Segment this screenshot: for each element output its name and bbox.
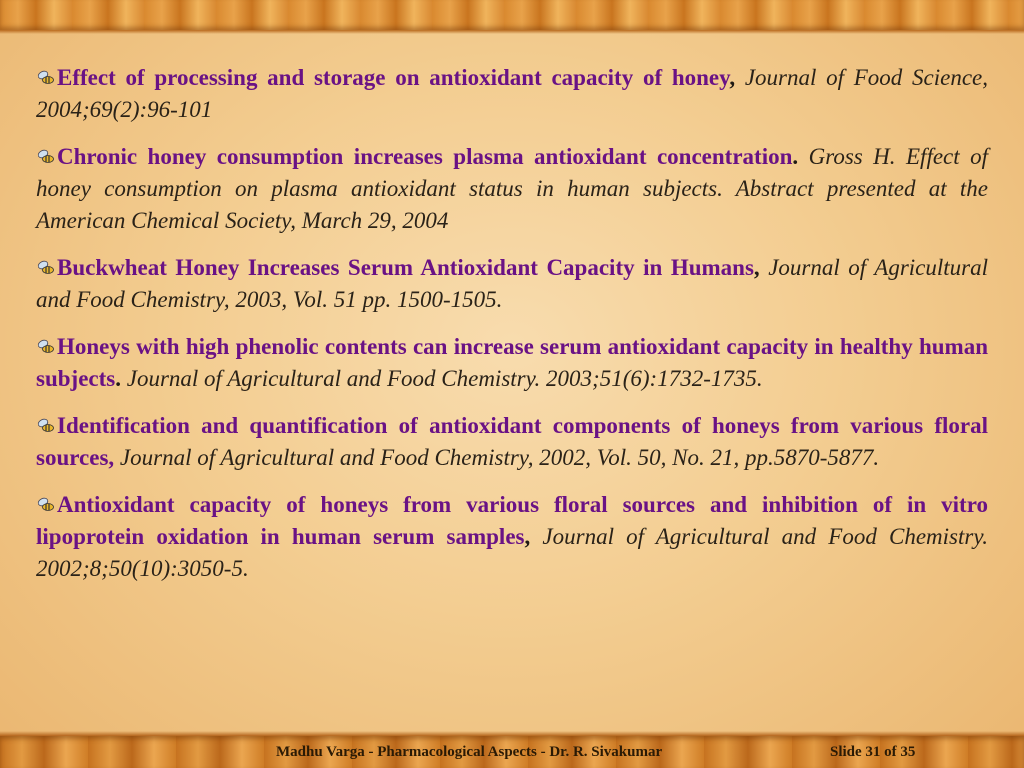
bee-bullet-icon bbox=[36, 63, 56, 79]
bee-bullet-icon bbox=[36, 332, 56, 348]
reference-punctuation: . bbox=[792, 144, 799, 169]
bee-bullet-icon bbox=[36, 253, 56, 269]
reference-title: Identification and quantification of antioxidant components of honeys from various floral sources, bbox=[36, 413, 988, 470]
reference-source: Journal of Agricultural and Food Chemistry, 2003, Vol. 51 pp. 1500-1505. bbox=[36, 255, 988, 312]
top-decorative-strip bbox=[0, 0, 1024, 30]
bee-bullet-icon bbox=[36, 142, 56, 158]
reference-source: Journal of Agricultural and Food Chemistry, 2002, Vol. 50, No. 21, pp.5870-5877. bbox=[119, 445, 880, 470]
footer-presentation-title: Madhu Varga - Pharmacological Aspects - Dr. R. Sivakumar bbox=[276, 744, 663, 760]
reference-title: Buckwheat Honey Increases Serum Antioxidant Capacity in Humans bbox=[57, 255, 754, 280]
reference-punctuation: , bbox=[524, 524, 531, 549]
reference-title: Chronic honey consumption increases plasma antioxidant concentration bbox=[57, 144, 793, 169]
footer-slide-number: Slide 31 of 35 bbox=[830, 744, 916, 760]
reference-source: Journal of Agricultural and Food Chemistry. 2003;51(6):1732-1735. bbox=[126, 366, 763, 391]
reference-punctuation: . bbox=[115, 366, 121, 391]
reference-item bbox=[36, 331, 988, 395]
reference-item bbox=[36, 252, 988, 316]
reference-punctuation: , bbox=[729, 65, 736, 90]
reference-title: Antioxidant capacity of honeys from various floral sources and inhibition of in vitro lipoprotein oxidation in human serum samples bbox=[36, 492, 988, 549]
reference-item bbox=[36, 489, 988, 585]
bee-bullet-icon bbox=[36, 490, 56, 506]
reference-punctuation: , bbox=[753, 255, 760, 280]
bee-bullet-icon bbox=[36, 411, 56, 427]
reference-item bbox=[36, 141, 988, 237]
reference-source: Journal of Agricultural and Food Chemistry. 2002;8;50(10):3050-5. bbox=[36, 524, 989, 581]
reference-title: Honeys with high phenolic contents can increase serum antioxidant capacity in healthy human subjects bbox=[36, 334, 988, 391]
reference-source: Gross H. Effect of honey consumption on plasma antioxidant status in human subjects. Abstract presented at the American Chemical Society, March 29, 2004 bbox=[36, 144, 989, 233]
reference-item bbox=[36, 62, 988, 126]
reference-title: Effect of processing and storage on antioxidant capacity of honey bbox=[57, 65, 730, 90]
reference-source: Journal of Food Science, 2004;69(2):96-101 bbox=[36, 65, 988, 122]
reference-item bbox=[36, 410, 988, 474]
reference-list bbox=[36, 62, 988, 600]
